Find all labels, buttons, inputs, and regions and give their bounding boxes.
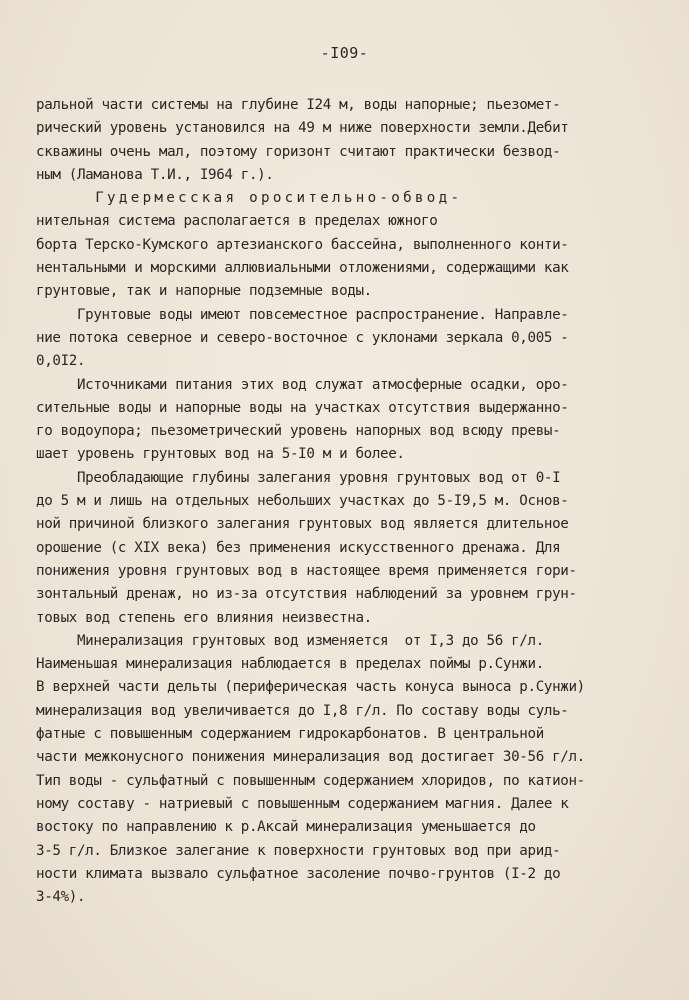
section-heading-line: нительная система располагается в пределах южного (36, 213, 438, 230)
text-line: Тип воды - сульфатный с повышенным содержанием хлоридов, по катион- (36, 772, 585, 789)
text-line: 3-5 г/л. Близкое залегание к поверхности грунтовых вод при арид- (36, 842, 561, 859)
text-line: ной причиной близкого залегания грунтовых вод является длительное (36, 516, 569, 533)
text-line: 0,0I2. (36, 353, 86, 370)
page-number: -I09- (320, 44, 369, 62)
body-text (36, 94, 676, 909)
section-heading-line: Гудермесская оросительно-обвод- (36, 190, 463, 207)
text-line: Преобладающие глубины залегания уровня грунтовых вод от 0-I (36, 469, 561, 486)
text-line: ным (Ламанова Т.И., I964 г.). (36, 166, 274, 183)
text-line: В верхней части дельты (периферическая часть конуса выноса р.Сунжи) (36, 679, 585, 696)
text-line: ному составу - натриевый с повышенным содержанием магния. Далее к (36, 795, 569, 812)
text-line: востоку по направлению к р.Аксай минерализация уменьшается до (36, 819, 536, 836)
text-line: сительные воды и напорные воды на участках отсутствия выдержанно- (36, 399, 569, 416)
text-line: орошение (с XIX века) без применения искусственного дренажа. Для (36, 539, 561, 556)
text-line: до 5 м и лишь на отдельных небольших участках до 5-I9,5 м. Основ- (36, 493, 569, 510)
text-line: Минерализация грунтовых вод изменяется от I,3 до 56 г/л. (36, 632, 544, 649)
text-line: зонтальный дренаж, но из-за отсутствия наблюдений за уровнем грун- (36, 586, 577, 603)
text-line: минерализация вод увеличивается до I,8 г/л. По составу воды суль- (36, 702, 569, 719)
text-line: Грунтовые воды имеют повсеместное распространение. Направле- (36, 306, 569, 323)
text-line: шает уровень грунтовых вод на 5-I0 м и более. (36, 446, 405, 463)
text-line: рический уровень установился на 49 м ниже поверхности земли.Дебит (36, 120, 569, 137)
text-line: ние потока северное и северо-восточное с уклонами зеркала 0,005 - (36, 329, 569, 346)
text-line: понижения уровня грунтовых вод в настоящее время применяется гори- (36, 562, 577, 579)
text-line: части межконусного понижения минерализация вод достигает 30-56 г/л. (36, 749, 585, 766)
text-line: 3-4%). (36, 889, 86, 906)
text-line: Наименьшая минерализация наблюдается в пределах поймы р.Сунжи. (36, 656, 544, 673)
text-line: ральной части системы на глубине I24 м, воды напорные; пьезомет- (36, 97, 561, 113)
text-line: борта Терско-Кумского артезианского бассейна, выполненного конти- (36, 236, 569, 253)
text-line: товых вод степень его влияния неизвестна. (36, 609, 372, 626)
text-line: ности климата вызвало сульфатное засоление почво-грунтов (I-2 до (36, 865, 561, 882)
text-line: го водоупора; пьезометрический уровень напорных вод всюду превы- (36, 423, 561, 440)
text-line: фатные с повышенным содержанием гидрокарбонатов. В центральной (36, 726, 544, 743)
text-line: нентальными и морскими аллювиальными отложениями, содержащими как (36, 260, 569, 277)
text-line: Источниками питания этих вод служат атмосферные осадки, оро- (36, 376, 569, 393)
text-line: скважины очень мал, поэтому горизонт считают практически безвод- (36, 143, 561, 160)
text-line: грунтовые, так и напорные подземные воды. (36, 283, 372, 300)
